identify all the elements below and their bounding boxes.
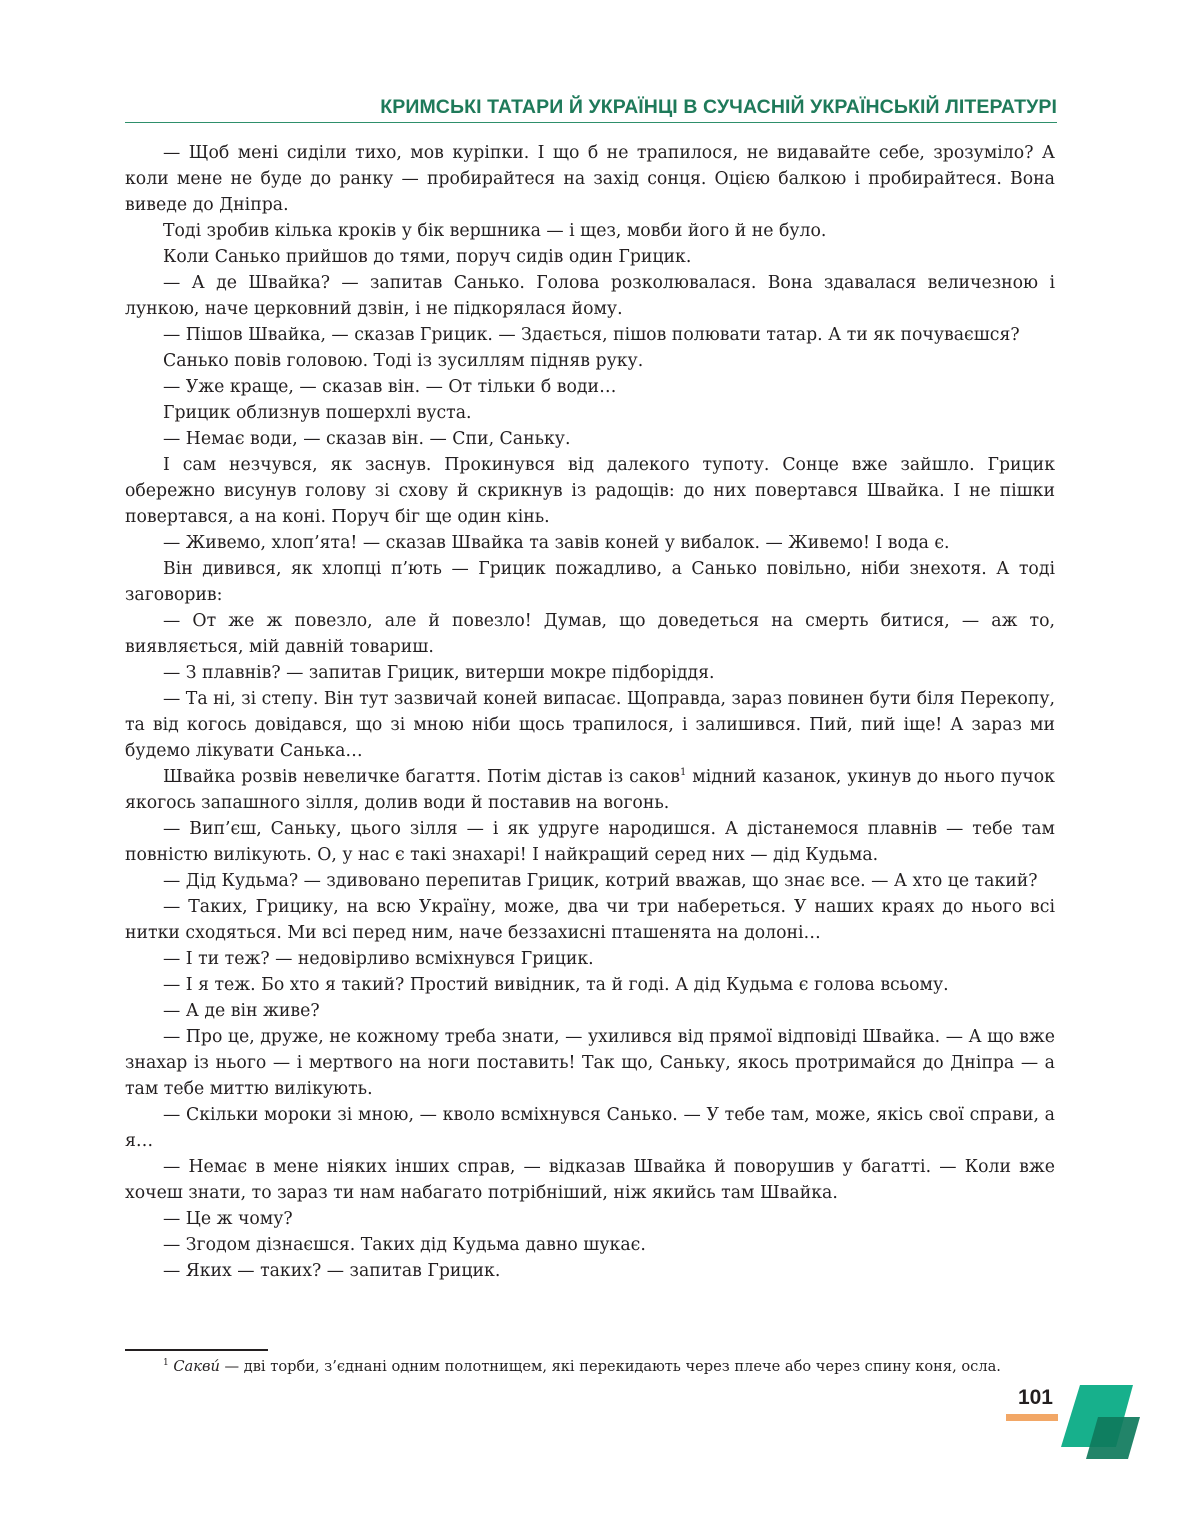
- paragraph: І сам незчувся, як заснув. Прокинувся від далекого тупоту. Сонце вже зайшло. Грицик обережно висунув голову зі схову й скрикнув із радощів: до них повертався Швайка. І не пішки повертався, а на коні. Поруч біг ще один кінь.: [125, 455, 1055, 527]
- paragraph: — Яких — таких? — запитав Грицик.: [163, 1261, 501, 1281]
- footnote-reference[interactable]: 1: [680, 767, 687, 778]
- paragraph: — Щоб мені сиділи тихо, мов куріпки. І що б не трапилося, не видавайте себе, зрозуміло? А коли мене не буде до ранку — пробирайтеся на захід сонця. Оцією балкою і пробирайтеся. Вона виведе до Дніпра.: [125, 143, 1055, 215]
- paragraph: — Дід Кудьма? — здивовано перепитав Грицик, котрий вважав, що знає все. — А хто це такий?: [163, 871, 1038, 891]
- footnote-text: [125, 1356, 1055, 1378]
- paragraph: — А де він живе?: [163, 1001, 320, 1021]
- paragraph: — Та ні, зі степу. Він тут зазвичай коней випасає. Щоправда, зараз повинен бути біля Перекопу, та від когось довідався, що зі мною ніби щось трапилося, і залишився. Пий, пий іще! А зараз ми будемо лікувати Санька…: [125, 689, 1055, 761]
- paragraph: Тоді зробив кілька кроків у бік вершника — і щез, мовби його й не було.: [163, 221, 827, 241]
- paragraph: — І ти теж? — недовірливо всміхнувся Грицик.: [163, 949, 594, 969]
- paragraph: — А де Швайка? — запитав Санько. Голова розколювалася. Вона здавалася величезною і лункою, наче церковний дзвін, і не підкорялася йому.: [125, 273, 1055, 319]
- paragraph: Грицик облизнув пошерхлі вуста.: [163, 403, 472, 423]
- footnote-definition: — дві торби, з’єднані одним полотнищем, які перекидають через плече або через спину коня, осла.: [219, 1358, 1001, 1375]
- paragraph: — Вип’єш, Саньку, цього зілля — і як удруге народишся. А дістанемося плавнів — тебе там повністю вилікують. О, у нас є такі знахарі! І найкращий серед них — дід Кудьма.: [125, 819, 1055, 865]
- text-body: [125, 140, 1055, 1284]
- corner-decoration: [1050, 1385, 1142, 1460]
- paragraph: — І я теж. Бо хто я такий? Простий вивідник, та й годі. А дід Кудьма є голова всьому.: [163, 975, 949, 995]
- footnote-rule: [125, 1349, 268, 1351]
- paragraph: — З плавнів? — запитав Грицик, витерши мокре підборіддя.: [163, 663, 715, 683]
- footnote: [125, 1356, 1055, 1378]
- running-title: КРИМСЬКІ ТАТАРИ Й УКРАЇНЦІ В СУЧАСНІЙ УКРАЇНСЬКІЙ ЛІТЕРАТУРІ: [380, 96, 1057, 118]
- paragraph: — От же ж повезло, але й повезло! Думав, що доведеться на смерть битися, — аж то, виявляється, мій давній товариш.: [125, 611, 1055, 657]
- header-rule: [125, 122, 1057, 123]
- paragraph: — Це ж чому?: [163, 1209, 293, 1229]
- paragraph: — Скільки мороки зі мною, — кволо всміхнувся Санько. — У тебе там, може, якісь свої справи, а я…: [125, 1105, 1055, 1151]
- paragraph-text: мідний казанок, укинув до нього пучок якогось запашного зілля, долив води й поставив на вогонь.: [125, 767, 1055, 813]
- paragraph-with-footnote-ref: [125, 764, 1055, 816]
- paragraph: — Немає води, — сказав він. — Спи, Саньку.: [163, 429, 571, 449]
- paragraph-text: Швайка розвів невеличке багаття. Потім дістав із саков: [163, 767, 681, 787]
- page-number: 101: [1017, 1386, 1053, 1409]
- paragraph: — Про це, друже, не кожному треба знати, — ухилився від прямої відповіді Швайка. — А що вже знахар із нього — і мертвого на ноги поставить! Так що, Саньку, якось протримайся до Дніпра — а там тебе миттю вилікують.: [125, 1027, 1055, 1099]
- paragraph: — Згодом дізнаєшся. Таких дід Кудьма давно шукає.: [163, 1235, 646, 1255]
- paragraph: — Уже краще, — сказав він. — От тільки б води…: [163, 377, 617, 397]
- paragraph: Він дивився, як хлопці п’ють — Грицик пожадливо, а Санько повільно, ніби знехотя. А тоді заговорив:: [125, 559, 1055, 605]
- footnote-term: Сакви́: [173, 1358, 220, 1375]
- paragraph: Санько повів головою. Тоді із зусиллям підняв руку.: [163, 351, 644, 371]
- footnote-marker: 1: [163, 1358, 169, 1368]
- paragraph: — Таких, Грицику, на всю Україну, може, два чи три набереться. У наших краях до нього всі нитки сходяться. Ми всі перед ним, наче беззахисні пташенята на долоні…: [125, 897, 1055, 943]
- paragraph: — Пішов Швайка, — сказав Грицик. — Здається, пішов полювати татар. А ти як почуваєшся?: [163, 325, 1020, 345]
- paragraph: Коли Санько прийшов до тями, поруч сидів один Грицик.: [163, 247, 692, 267]
- paragraph: — Немає в мене ніяких інших справ, — відказав Швайка й поворушив у багатті. — Коли вже хочеш знати, то зараз ти нам набагато потрібніший, ніж якийсь там Швайка.: [125, 1157, 1055, 1203]
- paragraph: — Живемо, хлоп’ята! — сказав Швайка та завів коней у вибалок. — Живемо! І вода є.: [163, 533, 950, 553]
